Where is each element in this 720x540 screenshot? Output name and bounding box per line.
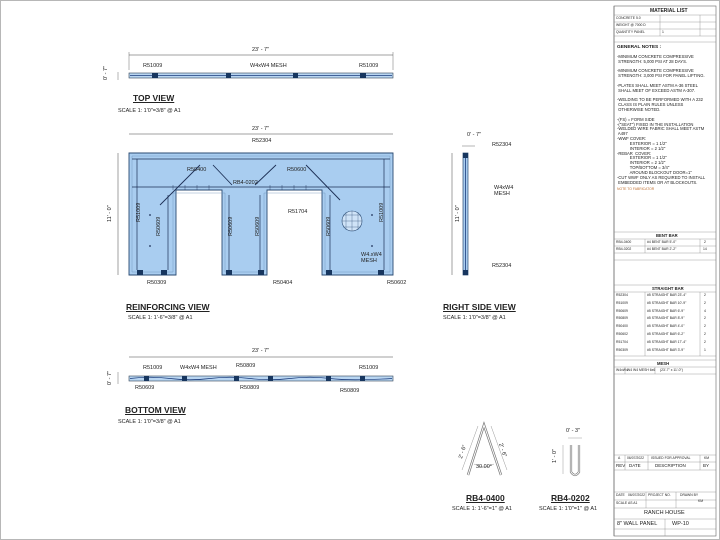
rev-row-by: KM — [704, 456, 710, 460]
bottom-view-title: BOTTOM VIEW — [125, 405, 186, 415]
general-notes-title: GENERAL NOTES : — [617, 45, 662, 50]
straight-row-desc: #5 STRAIGHT BAR 8'-9" — [647, 316, 685, 321]
straight-row-qty: 1 — [704, 347, 706, 352]
tb-date-label: DATE — [616, 493, 625, 497]
rb4-0202-dim-top: 0' - 3" — [566, 428, 581, 434]
right-side-view-title: RIGHT SIDE VIEW — [443, 302, 516, 312]
rev-header-rev: REV — [616, 463, 626, 468]
rb4-0400-dim-right: 2' - 6" — [497, 442, 508, 458]
reinf-label-v1: R50609 — [156, 216, 162, 236]
material-row-1-label: CONCRETE 5.0 — [616, 16, 641, 20]
rb4-0202-dim-left: 1' - 0" — [552, 448, 558, 463]
reinf-width-dim: 23' - 7" — [252, 126, 270, 132]
material-row-2-label: WEIGHT @ 7000 D — [616, 23, 646, 27]
reinf-label-mesh: W4.xW4 MESH — [361, 252, 382, 265]
rev-header-by: BY — [703, 463, 710, 468]
tb-sheet-title: 8" WALL PANEL — [617, 521, 658, 527]
material-row-3-label: QUANTITY PANEL — [616, 30, 645, 34]
top-label-1: R51009 — [143, 63, 163, 69]
bent-row-1-qty: 2 — [704, 240, 706, 244]
straight-row-mark: R52304 — [616, 293, 628, 297]
reinf-label-left-inner: R50400 — [187, 167, 207, 173]
bottom-height-dim: 0' - 7" — [107, 370, 113, 385]
rb4-0400-dim-left: 2' - 6" — [458, 444, 469, 460]
rev-row-date: 06/07/2022 — [627, 456, 644, 460]
straight-row-mark: R51704 — [616, 339, 628, 344]
top-label-2: W4xW4 MESH — [250, 63, 287, 69]
straight-row-qty: 2 — [704, 332, 706, 336]
reinf-label-v3: R50609 — [255, 216, 261, 236]
tb-scale: AS A1 — [628, 501, 638, 505]
top-view-width-dim: 23' - 7" — [252, 47, 270, 53]
reinf-label-bl: R50309 — [147, 280, 167, 286]
reinf-label-middle: R51704 — [288, 209, 308, 215]
bottom-label-b3: R50809 — [340, 388, 360, 394]
bottom-label-2: W4xW4 MESH — [180, 365, 217, 371]
mesh-title: MESH — [657, 361, 670, 366]
bottom-view-scale: SCALE 1: 1'0"=3/8" @ A1 — [118, 419, 181, 425]
straight-row-mark: R50309 — [616, 347, 628, 352]
straight-row-qty: 2 — [704, 300, 706, 305]
bottom-label-4: R51009 — [359, 365, 379, 371]
reinforcing-view — [118, 134, 393, 275]
straight-row-desc: #5 STRAIGHT BAR 6'-2" — [647, 332, 685, 336]
bottom-width-dim: 23' - 7" — [252, 348, 270, 354]
tb-project-label: PROJECT NO. — [648, 493, 671, 497]
bottom-label-b2: R50809 — [240, 385, 260, 391]
reinf-label-left-vert: R51009 — [136, 202, 142, 222]
bent-row-2-mark: RB4-0202 — [616, 247, 632, 251]
bent-row-1-desc: #4 BENT BAR 5'-0" — [647, 240, 677, 244]
mesh-row-size: (23'-7" x 11'-0") — [660, 368, 683, 372]
material-list-title: MATERIAL LIST — [650, 8, 688, 14]
reinf-label-v4: R50609 — [326, 216, 332, 236]
reinforcing-view-scale: SCALE 1: 1'-6"=3/8" @ A1 — [128, 315, 193, 321]
reinf-label-right-vert: R51009 — [379, 202, 385, 222]
reinf-label-br: R50602 — [387, 280, 407, 286]
mesh-circle-icon — [342, 211, 362, 231]
straight-row-qty: 2 — [704, 316, 706, 321]
straight-row-desc: #5 STRAIGHT BAR 17'-4" — [647, 339, 687, 344]
rb4-0202-detail — [563, 438, 582, 475]
mesh-row-mark: W4xW4 — [616, 368, 628, 372]
bottom-label-3: R50809 — [236, 363, 256, 369]
tb-scale-label: SCALE — [616, 501, 628, 505]
general-notes-text: -MINIMUM CONCRETE COMPRESSIVE STRENGTH: 5,000 PSI AT 28 DAYS. -MINIMUM CONCRETE COMPRESSIVE STRENGTH: 3,000 PSI FOR PANEL LIFTING. -PLATES SHALL MEET ASTM A-36 STEEL SHALL MEET OF EXCEED ASTM A-307. -WELDING TO BE PERFORMED WITH A 232 CLASS IS PLAIN RULES UNLESS OTHERWISE NOTED. -(FS) = FORM SIDE -("SEAT") FIXED IN THE INSTALLATION -WELDED WIRE FABRIC SHALL MEET ASTM A497 -WWF COVER: EXTERIOR = 1 1/2" INTERIOR = 2 1/2" -REBAR COVER: EXTERIOR = 1 1/2" INTERIOR = 2 1/2" TOP/BOTTOM = 3/4" AROUND BLOCKOUT DOOR=1" -CUT WWF ONLY AS REQUIRED TO INSTALL EMBEDDED ITEMS OR AT BLOCKOUTS. — [617, 54, 706, 185]
bottom-label-b1: R50609 — [135, 385, 155, 391]
notes-footnote: NOTE TO FABRICATOR — [617, 187, 655, 191]
rb4-0400-scale: SCALE 1: 1'-6"=1" @ A1 — [452, 506, 512, 512]
side-label-top: R52304 — [492, 142, 512, 148]
straight-row-mark: R51009 — [616, 300, 628, 305]
straight-row-mark: R50400 — [616, 324, 628, 329]
side-label-mesh: W4xW4 MESH — [494, 185, 514, 198]
side-label-bottom: R52304 — [492, 263, 512, 269]
rev-row-desc: ISSUED FOR APPROVAL — [651, 456, 691, 460]
top-view-height-dim: 0' - 7" — [103, 65, 109, 80]
straight-bar-title: STRAIGHT BAR — [652, 286, 684, 291]
reinf-label-v2: R50609 — [228, 216, 234, 236]
side-height-dim: 11' - 0" — [455, 205, 461, 222]
bent-row-2-qty: 14 — [703, 247, 707, 251]
reinf-label-top: R52304 — [252, 138, 272, 144]
straight-row-desc: #5 STRAIGHT BAR 4'-0" — [647, 324, 685, 329]
bent-row-2-desc: #4 BENT BAR 2'-2" — [647, 247, 677, 251]
straight-row-desc: #5 STRAIGHT BAR 3'-9" — [647, 347, 685, 352]
material-row-3-value: 1 — [662, 30, 664, 34]
straight-row-desc: #5 STRAIGHT BAR 10'-9" — [647, 300, 687, 305]
bent-bar-title: BENT BAR — [656, 233, 678, 238]
straight-row-desc: #5 STRAIGHT BAR 23'-4" — [647, 293, 687, 297]
reinf-label-right-inner: R50600 — [287, 167, 307, 173]
rev-row-rev: A — [618, 456, 621, 460]
bent-row-1-mark: RB4-0400 — [616, 240, 632, 244]
tb-drawn-label: DRAWN BY — [680, 493, 699, 497]
reinforcing-view-title: REINFORCING VIEW — [126, 302, 210, 312]
tb-drawn: KM — [698, 499, 704, 503]
tb-date: 06/07/2022 — [628, 493, 645, 497]
straight-row-qty: 2 — [704, 339, 706, 344]
straight-row-desc: #5 STRAIGHT BAR 6'-9" — [647, 308, 685, 313]
mesh-row-desc: W4 W4 MESH 6x6 — [627, 368, 656, 372]
bottom-label-1: R51009 — [143, 365, 163, 371]
top-view-scale: SCALE 1: 1'0"=3/8" @ A1 — [118, 108, 181, 114]
rb4-0400-angle: 30.00° — [476, 464, 492, 470]
straight-row-mark: R50602 — [616, 332, 628, 336]
straight-row-qty: 4 — [704, 308, 706, 313]
straight-row-qty: 2 — [704, 293, 706, 297]
rev-header-date: DATE — [629, 463, 641, 468]
right-side-view-scale: SCALE 1: 1'0"=3/8" @ A1 — [443, 315, 506, 321]
reinf-height-dim: 11' - 0" — [107, 205, 113, 222]
rb4-0400-title: RB4-0400 — [466, 493, 505, 503]
reinf-label-bc: R50404 — [273, 280, 293, 286]
tb-sheet-no: WP-10 — [672, 521, 689, 527]
top-label-3: R51009 — [359, 63, 379, 69]
straight-row-mark: R50809 — [616, 316, 628, 321]
rb4-0202-title: RB4-0202 — [551, 493, 590, 503]
rb4-0202-scale: SCALE 1: 1'0"=1" @ A1 — [539, 506, 598, 512]
side-width-dim: 0' - 7" — [467, 132, 482, 138]
rev-header-desc: DESCRIPTION — [655, 463, 686, 468]
reinf-label-center: RB4-0202 — [233, 180, 258, 186]
top-view-title: TOP VIEW — [133, 93, 175, 103]
straight-row-qty: 2 — [704, 324, 706, 329]
tb-project-name: RANCH HOUSE — [644, 510, 685, 516]
straight-row-mark: R50609 — [616, 308, 628, 313]
